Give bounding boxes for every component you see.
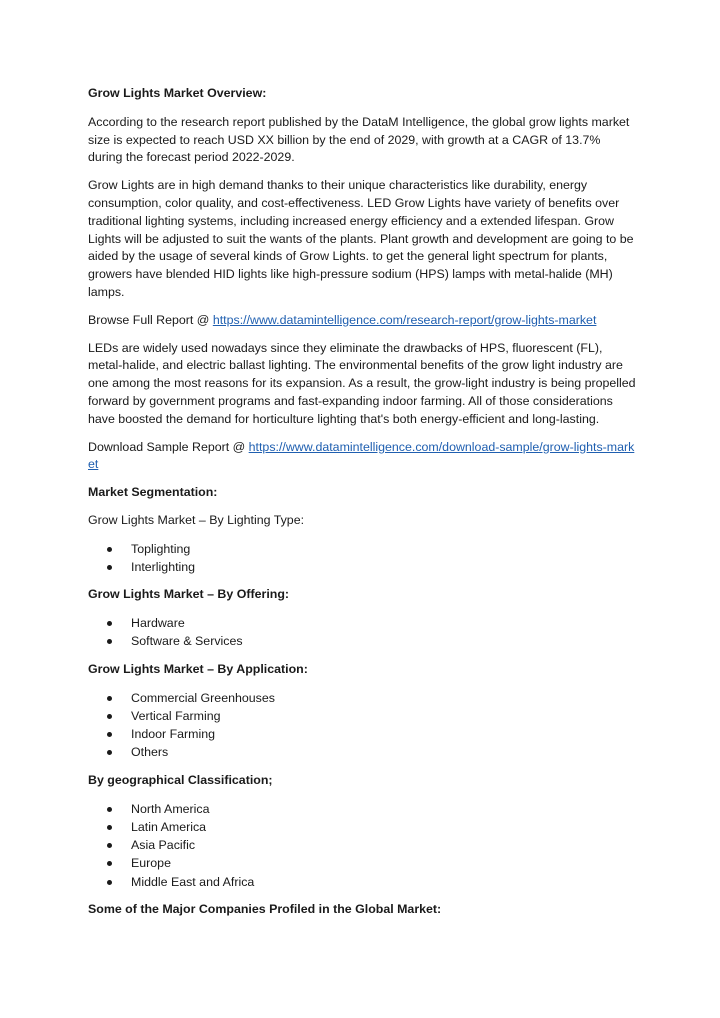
sample-report-label: Download Sample Report @	[88, 439, 249, 454]
list-item-label: Hardware	[131, 616, 185, 631]
list-item-label: Toplighting	[131, 541, 191, 556]
list-item-label: Indoor Farming	[131, 727, 216, 742]
overview-paragraph: According to the research report published by the DataM Intelligence, the global grow lights market size is expected to reach USD XX billion by the end of 2029, with growth at a CAGR of 13.7% during the forecast period 2022-2029.	[88, 114, 630, 165]
offering-heading: Grow Lights Market – By Offering:	[88, 587, 290, 602]
sample-report-link[interactable]: https://www.datamintelligence.com/download-sample/grow-lights-market	[88, 439, 635, 472]
list-item	[88, 818, 636, 836]
bullet-icon	[107, 547, 112, 552]
bullet-icon	[107, 880, 112, 885]
bullet-icon	[107, 639, 112, 644]
list-item	[88, 854, 636, 872]
full-report-label: Browse Full Report @	[88, 312, 213, 327]
document-body	[88, 85, 636, 919]
list-item-label: Others	[131, 745, 169, 760]
lighting-type-heading: Grow Lights Market – By Lighting Type:	[88, 512, 305, 527]
list-item-label: Vertical Farming	[131, 708, 221, 723]
bullet-icon	[107, 861, 112, 866]
bullet-icon	[107, 843, 112, 848]
bullet-icon	[107, 825, 112, 830]
lighting-type-list	[88, 540, 636, 577]
bullet-icon	[107, 696, 112, 701]
list-item-label: Interlighting	[131, 560, 196, 575]
list-item-label: Commercial Greenhouses	[131, 690, 275, 705]
segmentation-heading: Market Segmentation:	[88, 485, 218, 500]
bullet-icon	[107, 750, 112, 755]
list-item	[88, 689, 636, 707]
list-item-label: Middle East and Africa	[131, 874, 255, 889]
list-item	[88, 836, 636, 854]
list-item	[88, 614, 636, 632]
application-list	[88, 689, 636, 762]
list-item	[88, 540, 636, 558]
geography-list	[88, 800, 636, 891]
list-item	[88, 800, 636, 818]
list-item-label: North America	[131, 801, 210, 816]
list-item	[88, 873, 636, 891]
full-report-link[interactable]: https://www.datamintelligence.com/research-report/grow-lights-market	[212, 312, 597, 327]
grow-lights-paragraph: Grow Lights are in high demand thanks to their unique characteristics like durability, energy consumption, color quality, and cost-effectiveness. LED Grow Lights have variety of benefits over traditional lighting systems, including increased energy efficiency and a extended lifespan. Grow Lights will be adjusted to suit the wants of the plants. Plant growth and development are going to be aided by the usage of several kinds of Grow Lights. to get the general light spectrum for plants, growers have blended HID lights like high-pressure sodium (HPS) lamps with metal-halide (MH) lamps.	[88, 178, 634, 299]
bullet-icon	[107, 621, 112, 626]
leds-paragraph: LEDs are widely used nowadays since they eliminate the drawbacks of HPS, fluorescent (FL), metal-halide, and electric ballast lighting. The environmental benefits of the grow light industry are one among the most reasons for its expansion. As a result, the grow-light industry is being propelled forward by government programs and fast-expanding indoor farming. All of those considerations have boosted the demand for horticulture lighting that's both energy-efficient and long-lasting.	[88, 340, 636, 426]
list-item-label: Latin America	[131, 819, 207, 834]
offering-list	[88, 614, 636, 651]
list-item-label: Europe	[131, 856, 171, 871]
sample-report-line	[88, 439, 636, 475]
application-heading: Grow Lights Market – By Application:	[88, 661, 308, 676]
list-item	[88, 707, 636, 725]
list-item	[88, 743, 636, 761]
list-item	[88, 725, 636, 743]
bullet-icon	[107, 732, 112, 737]
list-item-label: Asia Pacific	[131, 838, 196, 853]
list-item	[88, 558, 636, 576]
list-item-label: Software & Services	[131, 634, 243, 649]
geography-heading: By geographical Classification;	[88, 772, 273, 787]
full-report-line	[88, 312, 636, 330]
list-item	[88, 632, 636, 650]
bullet-icon	[107, 807, 112, 812]
bullet-icon	[107, 714, 112, 719]
companies-heading: Some of the Major Companies Profiled in the Global Market:	[88, 901, 442, 916]
bullet-icon	[107, 565, 112, 570]
overview-heading: Grow Lights Market Overview:	[88, 86, 267, 100]
